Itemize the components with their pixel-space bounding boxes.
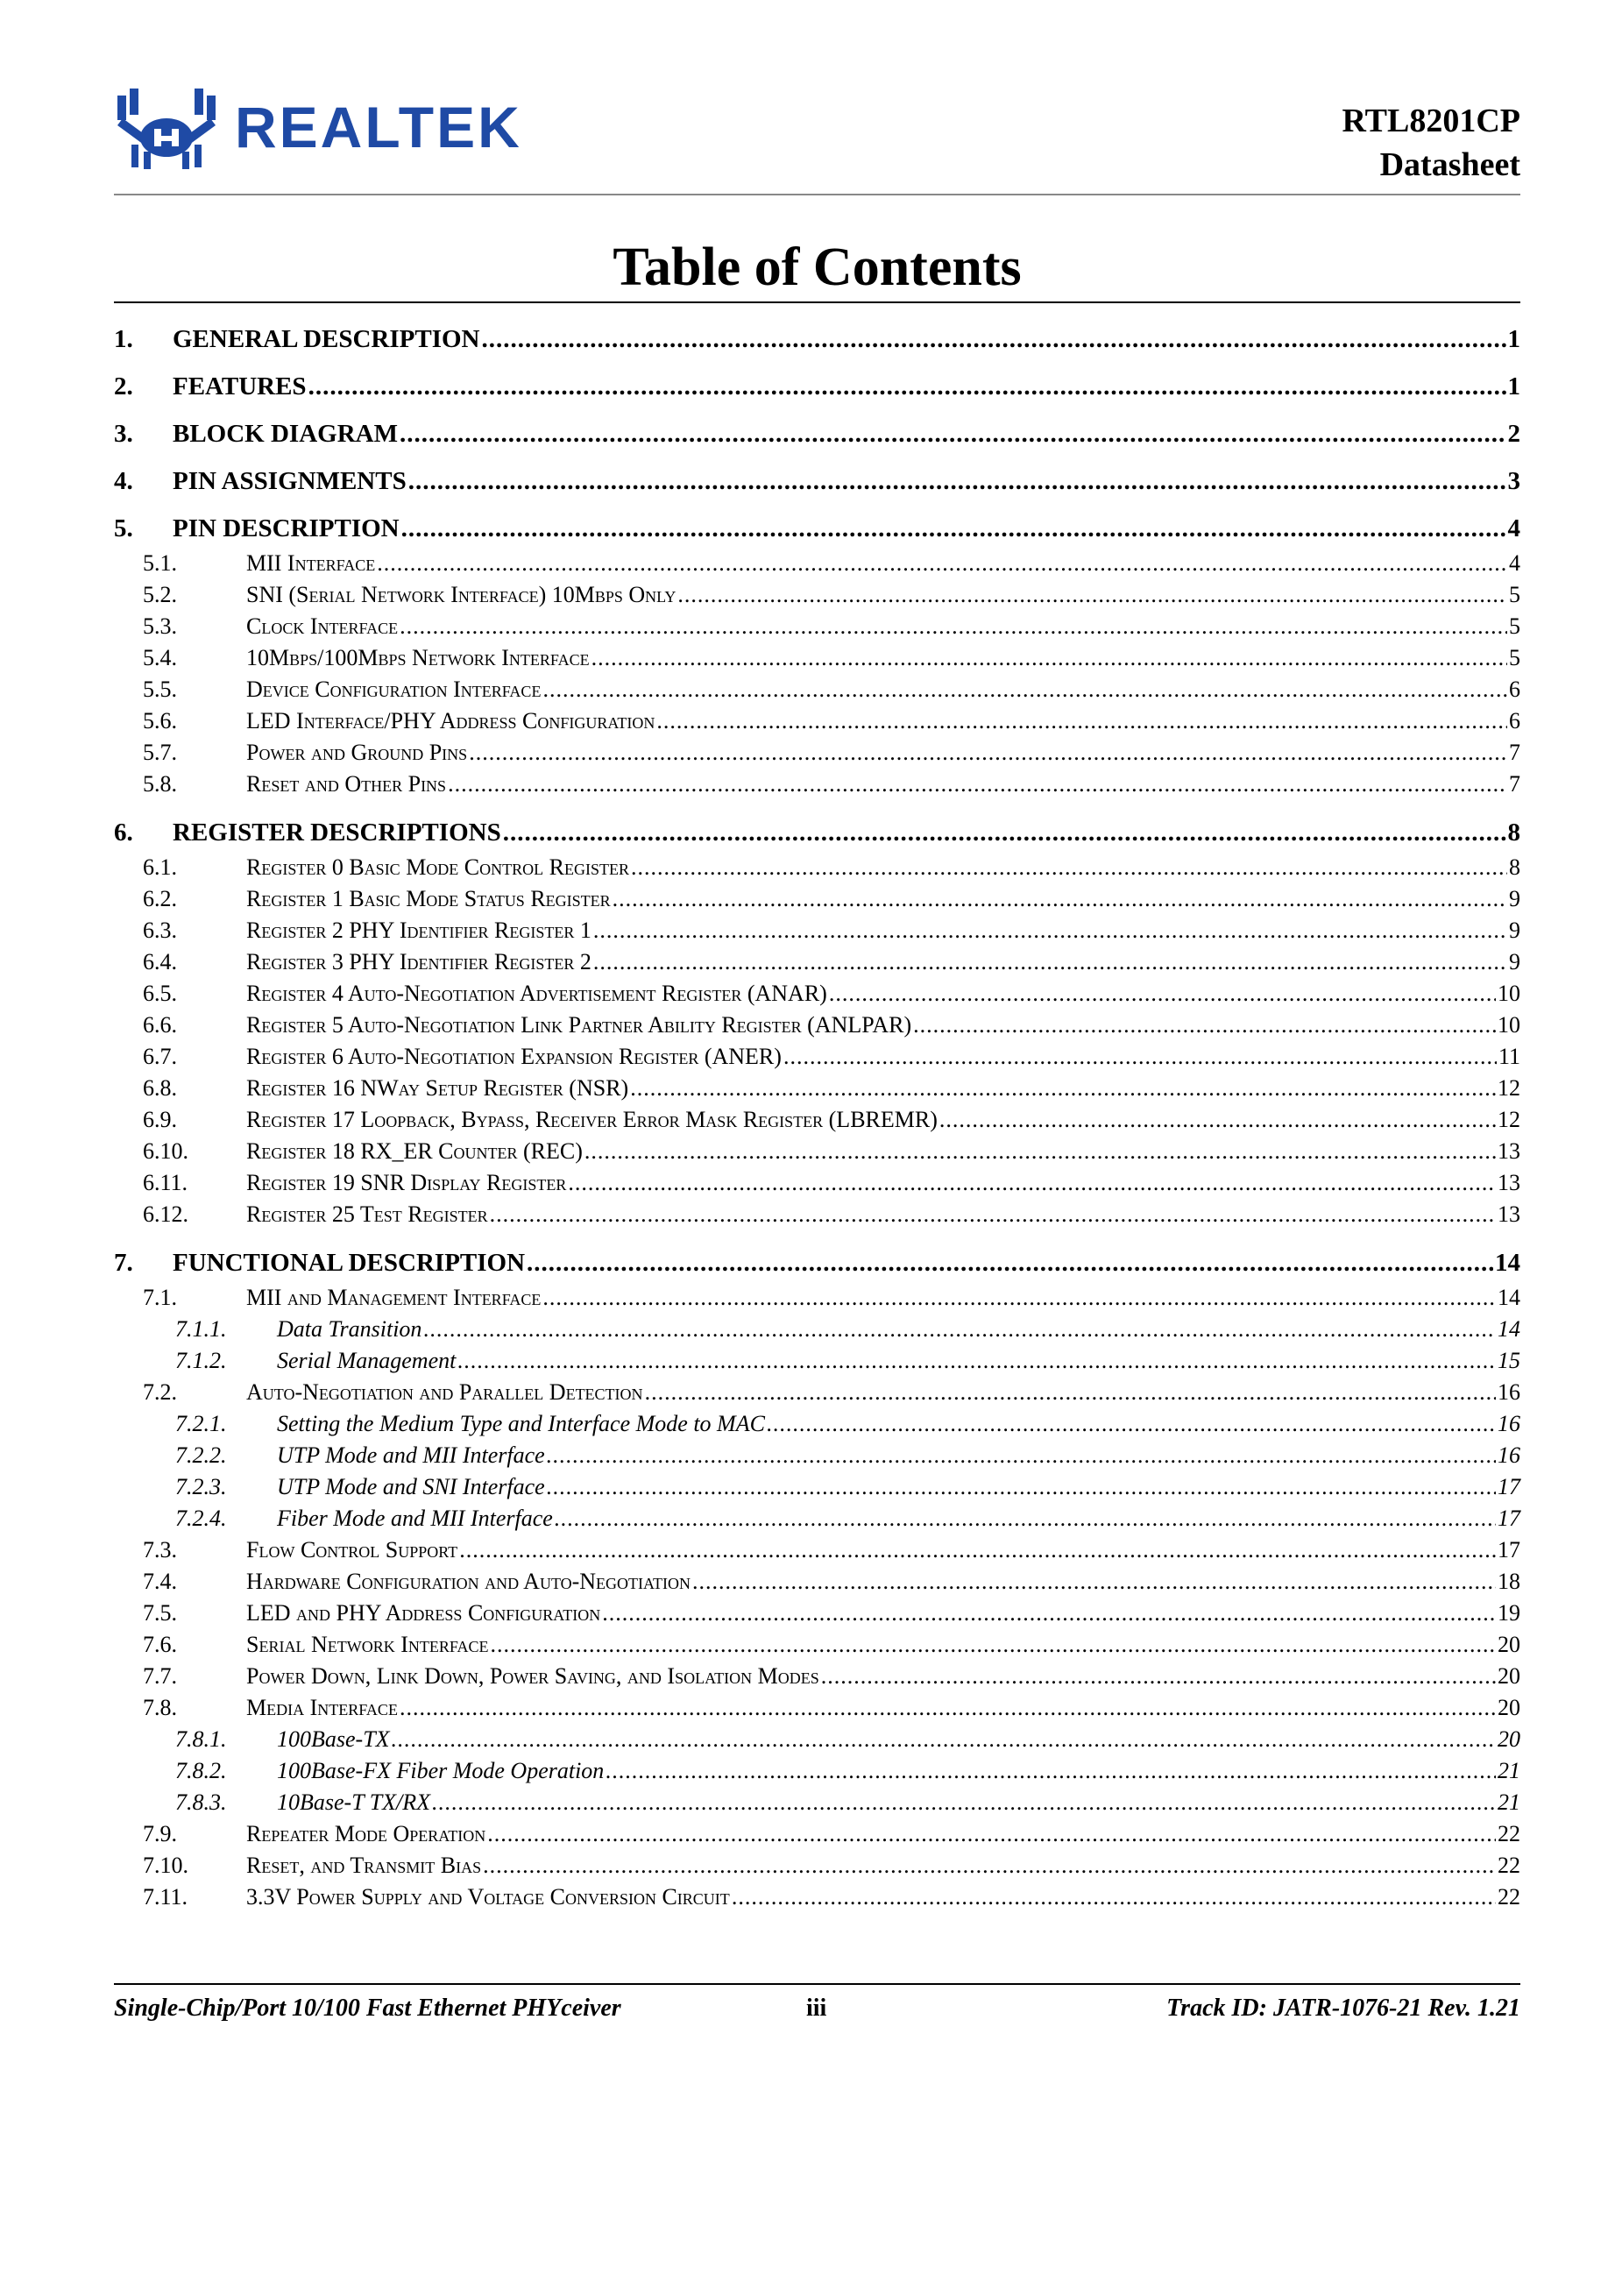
- toc-entry-title: 100Base-TX: [277, 1726, 390, 1752]
- toc-entry-number: 6.9.: [143, 1107, 177, 1132]
- toc-entry[interactable]: [114, 579, 1520, 611]
- toc-leader-dots: [939, 1104, 1496, 1136]
- toc-entry[interactable]: [114, 1787, 1520, 1818]
- toc-entry-title: Data Transition: [277, 1316, 422, 1342]
- logo-wordmark: REALTEK: [235, 95, 522, 159]
- toc-entry[interactable]: [114, 1818, 1520, 1850]
- toc-entry-title: UTP Mode and MII Interface: [277, 1442, 545, 1468]
- toc-entry-number: 7.8.2.: [175, 1758, 227, 1783]
- toc-leader-dots: [630, 1073, 1496, 1104]
- toc-entry-page: 17: [1498, 1537, 1520, 1563]
- toc-entry-page: 5: [1509, 582, 1520, 607]
- toc-entry-page: 4: [1507, 514, 1520, 542]
- toc-entry[interactable]: [114, 946, 1520, 978]
- toc-entry-page: 15: [1498, 1348, 1520, 1373]
- toc-leader-dots: [448, 769, 1507, 800]
- toc-entry[interactable]: [114, 852, 1520, 883]
- toc-entry[interactable]: [114, 1692, 1520, 1724]
- toc-entry-number: 7.8.: [143, 1695, 177, 1720]
- toc-entry-title: FUNCTIONAL DESCRIPTION: [173, 1249, 526, 1277]
- toc-entry-number: 7.1.1.: [175, 1316, 227, 1342]
- toc-entry-page: 9: [1509, 886, 1520, 911]
- toc-entry-number: 7.8.3.: [175, 1789, 227, 1815]
- toc-entry[interactable]: [114, 1724, 1520, 1755]
- toc-leader-dots: [401, 510, 1506, 548]
- toc-entry-number: 7.7.: [143, 1663, 177, 1689]
- toc-entry-page: 19: [1498, 1600, 1520, 1626]
- toc-entry-page: 1: [1507, 372, 1520, 400]
- toc-entry-number: 6.5.: [143, 981, 177, 1006]
- toc-entry-number: 6.11.: [143, 1170, 188, 1195]
- toc-leader-dots: [829, 978, 1496, 1010]
- toc-entry[interactable]: [114, 705, 1520, 737]
- toc-entry[interactable]: [114, 1755, 1520, 1787]
- toc-entry-title: Register 19 SNR Display Register: [246, 1170, 567, 1195]
- toc-leader-dots: [692, 1566, 1496, 1598]
- toc-entry-title: Device Configuration Interface: [246, 677, 542, 702]
- toc-entry-page: 7: [1509, 771, 1520, 797]
- toc-leader-dots: [677, 579, 1507, 611]
- toc-entry-title: GENERAL DESCRIPTION: [173, 325, 480, 353]
- toc-entry-page: 10: [1498, 981, 1520, 1006]
- toc-entry-page: 17: [1498, 1474, 1520, 1499]
- toc-entry-title: Serial Network Interface: [246, 1632, 489, 1657]
- toc-entry-title: UTP Mode and SNI Interface: [277, 1474, 545, 1499]
- toc-entry-title: Setting the Medium Type and Interface Mode to MAC: [277, 1411, 765, 1436]
- toc-entry-title: Power and Ground Pins: [246, 740, 468, 765]
- toc-entry[interactable]: [114, 1104, 1520, 1136]
- toc-leader-dots: [631, 852, 1507, 883]
- toc-entry-number: 5.7.: [143, 740, 177, 765]
- toc-leader-dots: [490, 1199, 1496, 1230]
- footer-product-description: Single-Chip/Port 10/100 Fast Ethernet PHYceiver: [114, 1995, 621, 2022]
- toc-entry-number: 7.11.: [143, 1884, 188, 1910]
- toc-entry-page: 20: [1498, 1695, 1520, 1720]
- toc-entry-title: Serial Management: [277, 1348, 457, 1373]
- toc-leader-dots: [469, 737, 1507, 769]
- toc-entry[interactable]: [114, 1244, 1520, 1282]
- toc-entry[interactable]: [114, 642, 1520, 674]
- toc-leader-dots: [821, 1661, 1496, 1692]
- toc-entry-number: 7.2.3.: [175, 1474, 227, 1499]
- toc-entry-number: 7.2.4.: [175, 1506, 227, 1531]
- toc-entry-title: Clock Interface: [246, 613, 399, 639]
- toc-leader-dots: [593, 946, 1507, 978]
- toc-entry-number: 7.6.: [143, 1632, 177, 1657]
- toc-entry-number: 6.1.: [143, 854, 177, 880]
- toc-entry[interactable]: [114, 769, 1520, 800]
- toc-entry-number: 5.3.: [143, 613, 177, 639]
- toc-entry[interactable]: [114, 814, 1520, 852]
- table-of-contents: [114, 311, 1520, 1913]
- toc-leader-dots: [547, 1440, 1496, 1471]
- toc-entry-title: PIN ASSIGNMENTS: [173, 467, 407, 495]
- toc-entry-number: 7.1.: [143, 1285, 177, 1310]
- toc-entry-title: Register 4 Auto-Negotiation Advertisement Register (ANAR): [246, 981, 827, 1006]
- toc-entry-page: 13: [1498, 1138, 1520, 1164]
- toc-leader-dots: [542, 1282, 1496, 1314]
- toc-entry-number: 6.12.: [143, 1201, 188, 1227]
- toc-entry[interactable]: [114, 1471, 1520, 1503]
- toc-leader-dots: [555, 1503, 1496, 1534]
- toc-entry-page: 8: [1507, 818, 1520, 847]
- title-divider: [114, 301, 1520, 303]
- toc-entry[interactable]: [114, 737, 1520, 769]
- toc-entry[interactable]: [114, 1629, 1520, 1661]
- toc-entry[interactable]: [114, 1503, 1520, 1534]
- page-footer: [114, 1991, 1520, 2026]
- toc-entry[interactable]: [114, 463, 1520, 500]
- toc-entry-number: 5.1.: [143, 550, 177, 576]
- toc-leader-dots: [602, 1598, 1496, 1629]
- toc-entry[interactable]: [114, 1440, 1520, 1471]
- toc-entry-title: Register 3 PHY Identifier Register 2: [246, 949, 591, 974]
- toc-entry[interactable]: [114, 1408, 1520, 1440]
- toc-entry-number: 7.9.: [143, 1821, 177, 1846]
- toc-entry-page: 1: [1507, 325, 1520, 353]
- toc-entry-page: 3: [1507, 467, 1520, 495]
- toc-entry-title: Flow Control Support: [246, 1537, 458, 1563]
- toc-leader-dots: [483, 1850, 1496, 1881]
- toc-entry-page: 13: [1498, 1201, 1520, 1227]
- toc-entry-page: 22: [1498, 1853, 1520, 1878]
- toc-leader-dots: [613, 883, 1507, 915]
- toc-entry-number: 5.8.: [143, 771, 177, 797]
- toc-leader-dots: [459, 1534, 1496, 1566]
- toc-entry-title: SNI (Serial Network Interface) 10Mbps Only: [246, 582, 676, 607]
- toc-entry[interactable]: [114, 1534, 1520, 1566]
- toc-entry[interactable]: [114, 883, 1520, 915]
- realtek-logo: [114, 83, 522, 171]
- header-divider: [114, 194, 1520, 195]
- toc-entry-title: Hardware Configuration and Auto-Negotiation: [246, 1569, 691, 1594]
- toc-entry-title: Power Down, Link Down, Power Saving, and Isolation Modes: [246, 1663, 819, 1689]
- toc-entry-page: 21: [1498, 1789, 1520, 1815]
- toc-leader-dots: [408, 463, 1506, 500]
- toc-entry[interactable]: [114, 1314, 1520, 1345]
- toc-entry-title: 3.3V Power Supply and Voltage Conversion Circuit: [246, 1884, 730, 1910]
- toc-entry-title: Register 1 Basic Mode Status Register: [246, 886, 611, 911]
- toc-entry[interactable]: [114, 510, 1520, 548]
- toc-entry-page: 12: [1498, 1075, 1520, 1101]
- toc-entry-page: 12: [1498, 1107, 1520, 1132]
- toc-entry-page: 10: [1498, 1012, 1520, 1038]
- toc-entry[interactable]: [114, 1199, 1520, 1230]
- toc-leader-dots: [400, 611, 1507, 642]
- toc-leader-dots: [783, 1041, 1497, 1073]
- toc-leader-dots: [542, 674, 1507, 705]
- toc-entry-title: 10Base-T TX/RX: [277, 1789, 431, 1815]
- toc-entry[interactable]: [114, 548, 1520, 579]
- toc-entry-number: 1.: [114, 325, 133, 353]
- toc-entry-title: Repeater Mode Operation: [246, 1821, 486, 1846]
- page-header: [114, 83, 1520, 193]
- toc-entry-number: 7.2.1.: [175, 1411, 227, 1436]
- toc-entry[interactable]: [114, 978, 1520, 1010]
- toc-entry-number: 7.2.: [143, 1379, 177, 1405]
- toc-entry-number: 5.: [114, 514, 133, 542]
- toc-entry-number: 7.3.: [143, 1537, 177, 1563]
- toc-entry-page: 4: [1509, 550, 1520, 576]
- toc-entry[interactable]: [114, 1010, 1520, 1041]
- toc-entry[interactable]: [114, 611, 1520, 642]
- toc-leader-dots: [503, 814, 1506, 852]
- toc-entry-title: LED and PHY Address Configuration: [246, 1600, 601, 1626]
- toc-entry-number: 7.8.1.: [175, 1726, 227, 1752]
- toc-entry-page: 21: [1498, 1758, 1520, 1783]
- toc-entry-number: 5.2.: [143, 582, 177, 607]
- toc-entry-title: BLOCK DIAGRAM: [173, 420, 398, 448]
- product-name: RTL8201CP: [1342, 103, 1520, 139]
- toc-entry-number: 6.6.: [143, 1012, 177, 1038]
- toc-entry-page: 16: [1498, 1411, 1520, 1436]
- toc-entry[interactable]: [114, 368, 1520, 406]
- toc-entry-title: Register 6 Auto-Negotiation Expansion Register (ANER): [246, 1044, 782, 1069]
- toc-entry[interactable]: [114, 321, 1520, 358]
- toc-leader-dots: [308, 368, 1506, 406]
- toc-entry-page: 22: [1498, 1884, 1520, 1910]
- toc-entry-page: 2: [1507, 420, 1520, 448]
- toc-entry-number: 7.4.: [143, 1569, 177, 1594]
- toc-leader-dots: [591, 642, 1507, 674]
- toc-entry-title: Register 2 PHY Identifier Register 1: [246, 918, 591, 943]
- toc-entry-title: 10Mbps/100Mbps Network Interface: [246, 645, 590, 670]
- toc-leader-dots: [732, 1881, 1496, 1913]
- toc-leader-dots: [423, 1314, 1496, 1345]
- toc-entry-page: 18: [1498, 1569, 1520, 1594]
- toc-entry-number: 6.: [114, 818, 133, 847]
- toc-entry-number: 7.: [114, 1249, 133, 1277]
- toc-entry[interactable]: [114, 1661, 1520, 1692]
- toc-leader-dots: [645, 1377, 1496, 1408]
- toc-entry-number: 2.: [114, 372, 133, 400]
- toc-entry-title: LED Interface/PHY Address Configuration: [246, 708, 655, 733]
- toc-entry-title: 100Base-FX Fiber Mode Operation: [277, 1758, 605, 1783]
- toc-entry-title: Auto-Negotiation and Parallel Detection: [246, 1379, 643, 1405]
- toc-entry-number: 6.4.: [143, 949, 177, 974]
- footer-divider: [114, 1983, 1520, 1985]
- toc-entry-page: 5: [1509, 645, 1520, 670]
- toc-leader-dots: [487, 1818, 1496, 1850]
- toc-leader-dots: [432, 1787, 1496, 1818]
- toc-entry[interactable]: [114, 915, 1520, 946]
- toc-entry-page: 9: [1509, 918, 1520, 943]
- toc-entry[interactable]: [114, 415, 1520, 453]
- toc-entry-page: 16: [1498, 1379, 1520, 1405]
- toc-entry-title: FEATURES: [173, 372, 307, 400]
- toc-entry-number: 7.10.: [143, 1853, 188, 1878]
- toc-entry-title: Register 16 NWay Setup Register (NSR): [246, 1075, 629, 1101]
- toc-entry-title: Fiber Mode and MII Interface: [277, 1506, 553, 1531]
- toc-entry-page: 20: [1498, 1726, 1520, 1752]
- toc-leader-dots: [491, 1629, 1496, 1661]
- toc-entry-title: Register 18 RX_ER Counter (REC): [246, 1138, 583, 1164]
- toc-entry-page: 7: [1509, 740, 1520, 765]
- toc-entry-page: 20: [1498, 1632, 1520, 1657]
- toc-entry-page: 9: [1509, 949, 1520, 974]
- toc-entry[interactable]: [114, 1167, 1520, 1199]
- toc-leader-dots: [482, 321, 1506, 358]
- toc-entry-page: 5: [1509, 613, 1520, 639]
- toc-leader-dots: [584, 1136, 1496, 1167]
- toc-entry-number: 6.8.: [143, 1075, 177, 1101]
- document-type: Datasheet: [1379, 146, 1520, 183]
- footer-track-id: Track ID: JATR-1076-21 Rev. 1.21: [1166, 1995, 1520, 2022]
- toc-entry[interactable]: [114, 1598, 1520, 1629]
- toc-entry[interactable]: [114, 1041, 1520, 1073]
- toc-entry-title: Media Interface: [246, 1695, 398, 1720]
- toc-entry-page: 14: [1495, 1249, 1520, 1277]
- toc-leader-dots: [593, 915, 1507, 946]
- toc-entry-title: MII Interface: [246, 550, 376, 576]
- toc-leader-dots: [568, 1167, 1496, 1199]
- toc-entry-title: REGISTER DESCRIPTIONS: [173, 818, 501, 847]
- toc-leader-dots: [606, 1755, 1496, 1787]
- toc-leader-dots: [392, 1724, 1496, 1755]
- toc-entry[interactable]: [114, 1073, 1520, 1104]
- toc-entry[interactable]: [114, 1345, 1520, 1377]
- toc-entry-title: Register 17 Loopback, Bypass, Receiver Error Mask Register (LBREMR): [246, 1107, 938, 1132]
- toc-entry-number: 3.: [114, 420, 133, 448]
- toc-leader-dots: [913, 1010, 1496, 1041]
- toc-entry-title: PIN DESCRIPTION: [173, 514, 400, 542]
- toc-entry-number: 7.5.: [143, 1600, 177, 1626]
- toc-entry-number: 6.3.: [143, 918, 177, 943]
- toc-entry-number: 7.1.2.: [175, 1348, 227, 1373]
- toc-entry[interactable]: [114, 1377, 1520, 1408]
- toc-entry-number: 7.2.2.: [175, 1442, 227, 1468]
- toc-entry-title: Reset and Other Pins: [246, 771, 447, 797]
- toc-entry-page: 22: [1498, 1821, 1520, 1846]
- footer-page-number: iii: [806, 1995, 827, 2022]
- toc-leader-dots: [377, 548, 1507, 579]
- toc-entry-page: 8: [1509, 854, 1520, 880]
- toc-entry-title: Reset, and Transmit Bias: [246, 1853, 482, 1878]
- toc-entry-number: 4.: [114, 467, 133, 495]
- toc-entry[interactable]: [114, 1566, 1520, 1598]
- toc-entry[interactable]: [114, 674, 1520, 705]
- toc-entry-number: 5.6.: [143, 708, 177, 733]
- toc-entry-number: 6.10.: [143, 1138, 188, 1164]
- toc-entry-number: 5.5.: [143, 677, 177, 702]
- toc-leader-dots: [767, 1408, 1496, 1440]
- page-title: Table of Contents: [613, 237, 1022, 297]
- toc-entry-title: Register 25 Test Register: [246, 1201, 488, 1227]
- toc-leader-dots: [527, 1244, 1493, 1282]
- toc-entry-page: 6: [1509, 677, 1520, 702]
- toc-entry-page: 14: [1498, 1316, 1520, 1342]
- toc-leader-dots: [656, 705, 1507, 737]
- realtek-crab-logo-icon: [114, 83, 219, 171]
- toc-entry-number: 6.7.: [143, 1044, 177, 1069]
- toc-entry-page: 6: [1509, 708, 1520, 733]
- toc-entry-page: 13: [1498, 1170, 1520, 1195]
- toc-entry[interactable]: [114, 1282, 1520, 1314]
- toc-entry-page: 14: [1498, 1285, 1520, 1310]
- toc-leader-dots: [400, 1692, 1496, 1724]
- toc-entry-number: 5.4.: [143, 645, 177, 670]
- toc-entry-page: 20: [1498, 1663, 1520, 1689]
- toc-entry[interactable]: [114, 1850, 1520, 1881]
- toc-entry-title: MII and Management Interface: [246, 1285, 542, 1310]
- header-doc-id: [1342, 99, 1520, 187]
- toc-leader-dots: [547, 1471, 1496, 1503]
- toc-leader-dots: [457, 1345, 1496, 1377]
- toc-entry[interactable]: [114, 1136, 1520, 1167]
- toc-entry-title: Register 0 Basic Mode Control Register: [246, 854, 629, 880]
- toc-entry-page: 11: [1498, 1044, 1520, 1069]
- toc-entry-page: 16: [1498, 1442, 1520, 1468]
- toc-entry-number: 6.2.: [143, 886, 177, 911]
- toc-entry-title: Register 5 Auto-Negotiation Link Partner Ability Register (ANLPAR): [246, 1012, 912, 1038]
- toc-entry-page: 17: [1498, 1506, 1520, 1531]
- toc-leader-dots: [400, 415, 1506, 453]
- toc-entry[interactable]: [114, 1881, 1520, 1913]
